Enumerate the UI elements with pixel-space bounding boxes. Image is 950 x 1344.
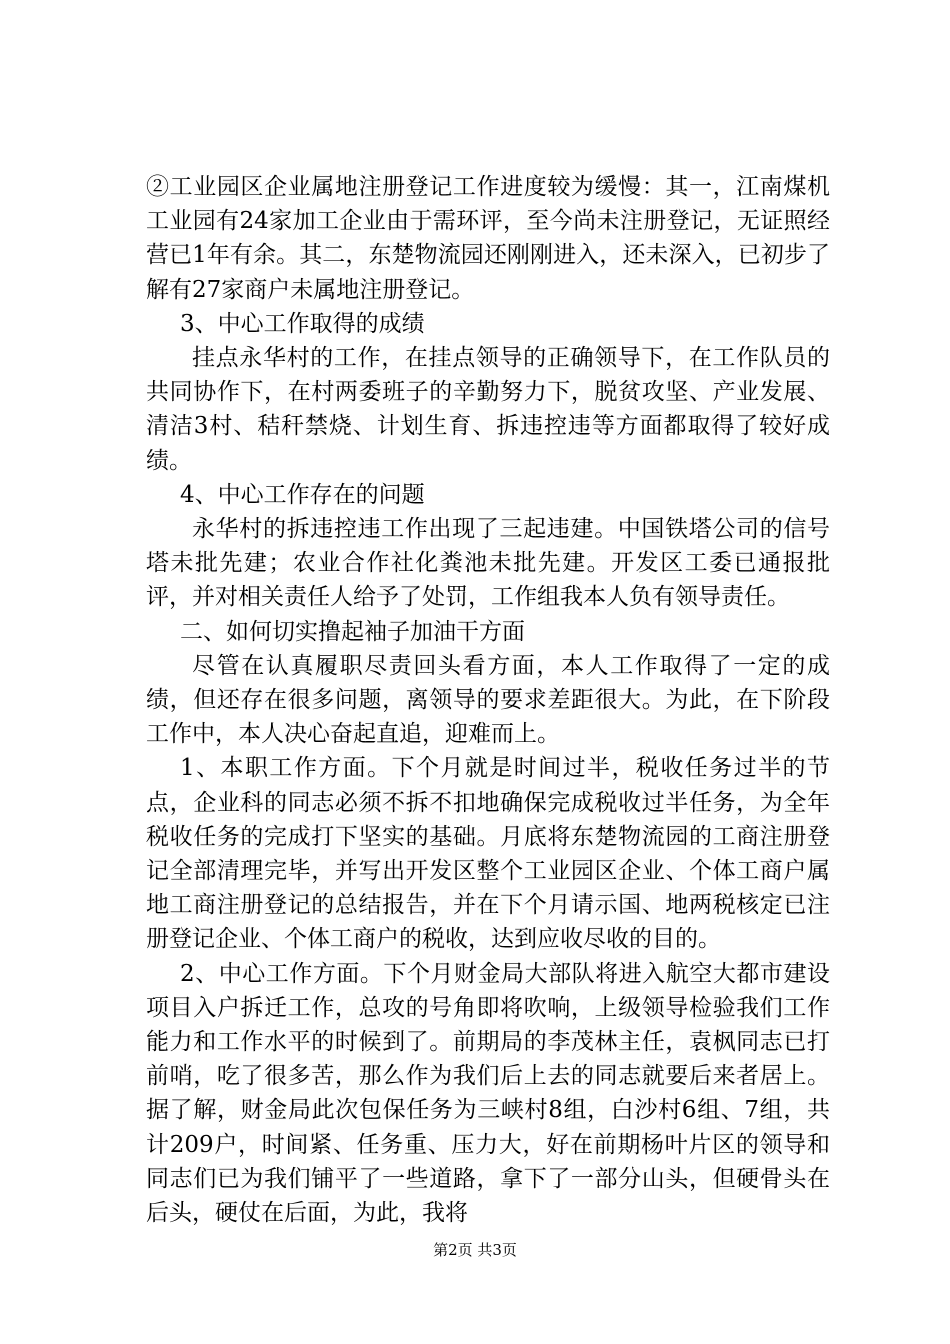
page-footer: 第2页 共3页	[433, 1241, 517, 1259]
document-body	[146, 170, 830, 1230]
paragraph-part-two-intro: 尽管在认真履职尽责回头看方面，本人工作取得了一定的成绩，但还存在很多问题，离领导的要求差距很大。为此，在下阶段工作中，本人决心奋起直追，迎难而上。	[146, 652, 830, 748]
paragraph-central-work: 2、中心工作方面。下个月财金局大部队将进入航空大都市建设项目入户拆迁工作，总攻的号角即将吹响，上级领导检验我们工作能力和工作水平的时候到了。前期局的李茂林主任，袁枫同志已打前哨，吃了很多苦，那么作为我们后上去的同志就要后来者居上。据了解，财金局此次包保任务为三峡村8组，白沙村6组、7组，共计209户，时间紧、任务重、压力大，好在前期杨叶片区的领导和同志们已为我们铺平了一些道路，拿下了一部分山头，但硬骨头在后头，硬仗在后面，为此，我将	[146, 960, 830, 1227]
section-heading-problems: 4、中心工作存在的问题	[180, 481, 425, 508]
paragraph-problems: 永华村的拆违控违工作出现了三起违建。中国铁塔公司的信号塔未批先建；农业合作社化粪池未批先建。开发区工委已通报批评，并对相关责任人给予了处罚，工作组我本人负有领导责任。	[146, 516, 830, 611]
section-heading-achievements: 3、中心工作取得的成绩	[180, 310, 425, 337]
section-heading-part-two: 二、如何切实撸起袖子加油干方面	[180, 618, 525, 645]
paragraph-own-work: 1、本职工作方面。下个月就是时间过半，税收任务过半的节点，企业科的同志必须不拆不扣地确保完成税收过半任务，为全年税收任务的完成打下坚实的基础。月底将东楚物流园的工商注册登记全部清理完毕，并写出开发区整个工业园区企业、个体工商户属地工商注册登记的总结报告，并在下个月请示国、地两税核定已注册登记企业、个体工商户的税收，达到应收尽收的目的。	[146, 755, 830, 953]
paragraph-achievements: 挂点永华村的工作，在挂点领导的正确领导下，在工作队员的共同协作下，在村两委班子的辛勤努力下，脱贫攻坚、产业发展、清洁3村、秸秆禁烧、计划生育、拆违控违等方面都取得了较好成绩。	[146, 345, 830, 474]
paragraph-industrial-park-registration: ②工业园区企业属地注册登记工作进度较为缓慢：其一，江南煤机工业园有24家加工企业由于需环评，至今尚未注册登记，无证照经营已1年有余。其二，东楚物流园还刚刚进入，还未深入，已初步了解有27家商户未属地注册登记。	[146, 174, 830, 303]
